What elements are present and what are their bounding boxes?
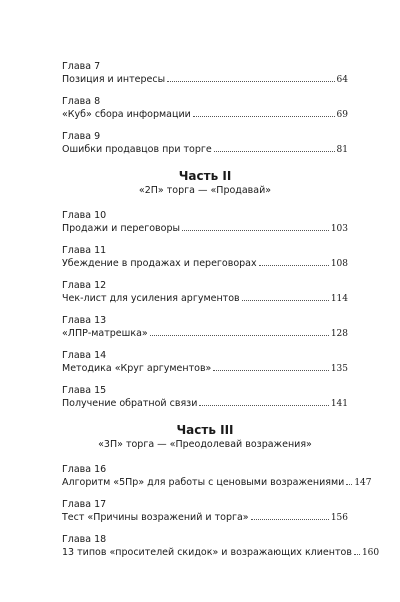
chapter-number: Глава 15	[62, 385, 107, 396]
toc-entry-chapter-16[interactable]	[62, 463, 372, 489]
chapter-title: Убеждение в продажах и переговорах	[62, 258, 257, 269]
page-number: 147	[354, 478, 372, 488]
part-heading-2	[62, 168, 348, 197]
dot-leader	[242, 300, 329, 301]
page-number: 114	[330, 294, 348, 304]
toc-entry-chapter-10[interactable]	[62, 209, 348, 235]
page-number: 128	[330, 329, 348, 339]
dot-leader	[259, 265, 329, 266]
table-of-contents	[62, 60, 380, 568]
chapter-number: Глава 13	[62, 315, 107, 326]
chapter-number: Глава 11	[62, 245, 107, 256]
chapter-number: Глава 10	[62, 210, 107, 221]
part-heading-3	[62, 422, 348, 451]
chapter-title: Получение обратной связи	[62, 398, 198, 409]
chapter-title: Методика «Круг аргументов»	[62, 363, 212, 374]
dot-leader	[214, 151, 335, 152]
dot-leader	[150, 335, 329, 336]
dot-leader	[251, 519, 329, 520]
dot-leader	[182, 230, 329, 231]
chapter-title: Чек-лист для усиления аргументов	[62, 293, 240, 304]
chapter-number: Глава 14	[62, 350, 107, 361]
chapter-number: Глава 12	[62, 280, 107, 291]
page-number: 81	[336, 145, 348, 155]
toc-entry-chapter-14[interactable]	[62, 349, 348, 375]
page-number: 64	[336, 75, 348, 85]
toc-entry-chapter-18[interactable]	[62, 533, 380, 559]
chapter-title: 13 типов «просителей скидок» и возражающих клиентов	[62, 547, 352, 558]
part-subtitle: «2П» торга — «Продавай»	[138, 185, 272, 196]
part-title: Часть II	[178, 169, 232, 183]
chapter-title: Алгоритм «5Пр» для работы с ценовыми возражениями	[62, 477, 345, 488]
toc-entry-chapter-7[interactable]	[62, 60, 348, 86]
chapter-number: Глава 18	[62, 534, 107, 545]
chapter-title: Ошибки продавцов при торге	[62, 144, 212, 155]
dot-leader	[346, 484, 352, 485]
toc-entry-chapter-9[interactable]	[62, 130, 348, 156]
dot-leader	[199, 405, 328, 406]
part-title: Часть III	[176, 423, 234, 437]
part-subtitle: «3П» торга — «Преодолевай возражения»	[98, 439, 312, 450]
page-number: 141	[330, 399, 348, 409]
toc-entry-chapter-8[interactable]	[62, 95, 348, 121]
page-number: 135	[330, 364, 348, 374]
chapter-title: Продажи и переговоры	[62, 223, 180, 234]
dot-leader	[167, 81, 334, 82]
chapter-number: Глава 16	[62, 464, 107, 475]
toc-entry-chapter-11[interactable]	[62, 244, 348, 270]
chapter-number: Глава 7	[62, 61, 101, 72]
toc-entry-chapter-12[interactable]	[62, 279, 348, 305]
page-number: 103	[330, 224, 348, 234]
page-number: 108	[330, 259, 348, 269]
chapter-title: Тест «Причины возражений и торга»	[62, 512, 249, 523]
toc-entry-chapter-13[interactable]	[62, 314, 348, 340]
page-number: 69	[336, 110, 348, 120]
chapter-title: «Куб» сбора информации	[62, 109, 191, 120]
chapter-title: Позиция и интересы	[62, 74, 166, 85]
dot-leader	[193, 116, 335, 117]
dot-leader	[213, 370, 328, 371]
page-number: 156	[330, 513, 348, 523]
chapter-number: Глава 9	[62, 131, 101, 142]
chapter-title: «ЛПР-матрешка»	[62, 328, 148, 339]
dot-leader	[354, 554, 360, 555]
toc-entry-chapter-15[interactable]	[62, 384, 348, 410]
page-number: 160	[361, 548, 380, 558]
chapter-number: Глава 8	[62, 96, 101, 107]
chapter-number: Глава 17	[62, 499, 107, 510]
toc-entry-chapter-17[interactable]	[62, 498, 348, 524]
